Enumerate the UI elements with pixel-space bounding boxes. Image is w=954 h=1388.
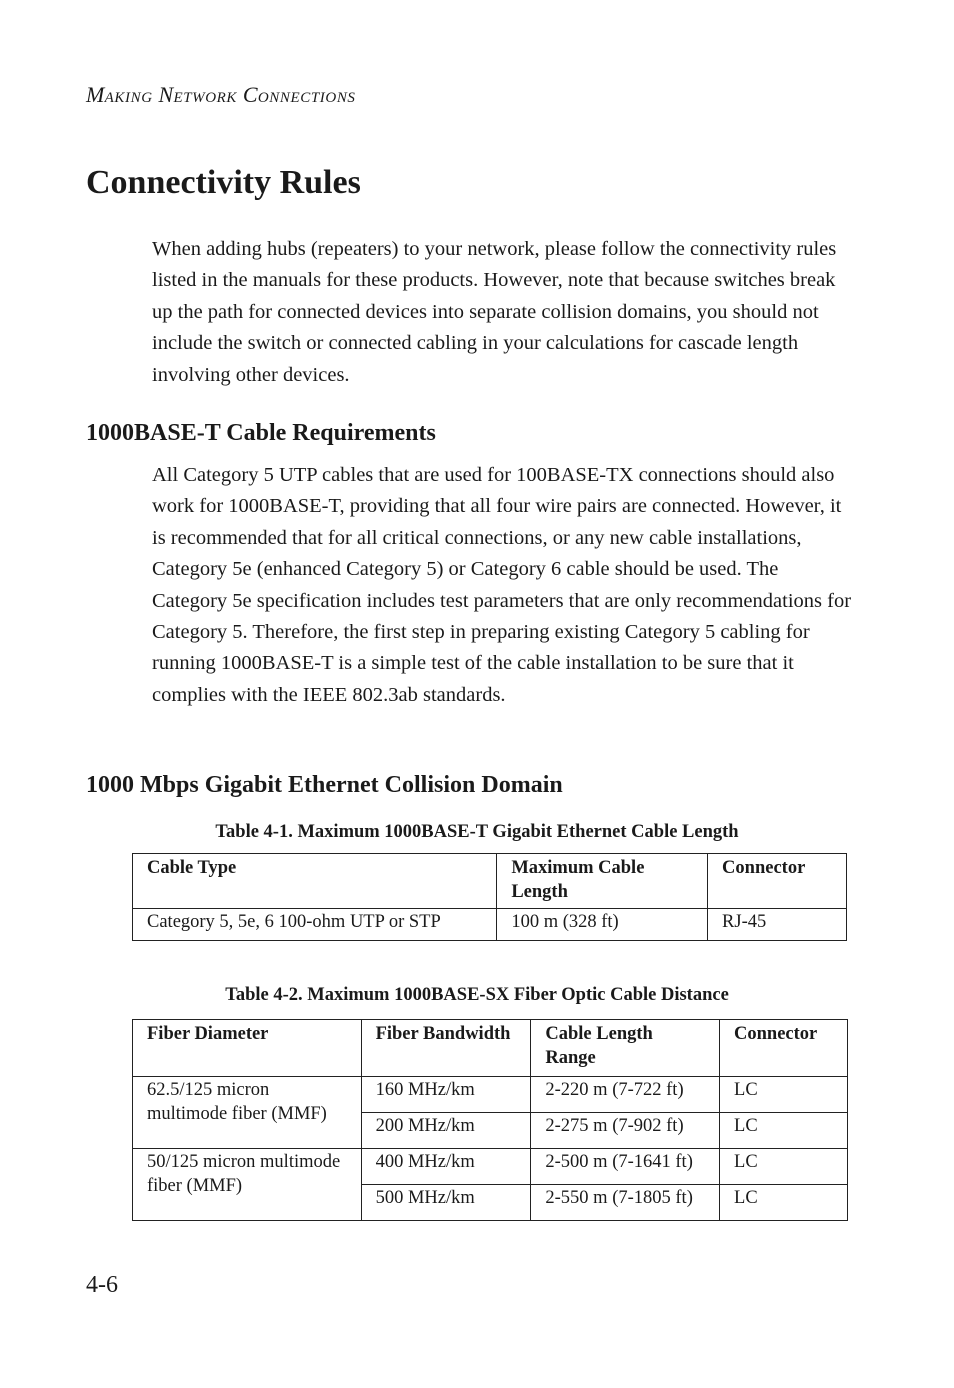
table-cell: RJ-45 (708, 909, 847, 941)
table-cell: 100 m (328 ft) (497, 909, 708, 941)
table-header-cell: Maximum Cable Length (497, 854, 708, 909)
table-row (133, 1077, 848, 1113)
table2 (132, 1019, 848, 1221)
subsection-title-cable-requirements: 1000BASE-T Cable Requirements (86, 420, 436, 446)
page-number: 4-6 (86, 1272, 118, 1298)
table1 (132, 853, 847, 941)
table-cell: LC (720, 1077, 848, 1113)
table-cell: LC (720, 1149, 848, 1185)
table-cell: 160 MHz/km (361, 1077, 531, 1113)
table-header-cell: Cable Type (133, 854, 497, 909)
cable-requirements-paragraph: All Category 5 UTP cables that are used for 100BASE-TX connections should also work for 1000BASE-T, providing that all four wire pairs are connected. However, it is recommended that for all critical connections, or any new cable installations, Category 5e (enhanced Category 5) or Category 6 cable should be used. The Category 5e specification includes test parameters that are only recommendations for Category 5. Therefore, the first step in preparing existing Category 5 cabling for running 1000BASE-T is a simple test of the cable installation to be sure that it complies with the IEEE 802.3ab standards. (152, 464, 852, 706)
table-header-cell: Fiber Diameter (133, 1020, 362, 1077)
table-cell: Category 5, 5e, 6 100-ohm UTP or STP (133, 909, 497, 941)
table-cell: LC (720, 1185, 848, 1221)
table-cell: 2-500 m (7-1641 ft) (531, 1149, 720, 1185)
running-head-initial: N (158, 82, 174, 107)
table-cell: 400 MHz/km (361, 1149, 531, 1185)
table-cell: 2-220 m (7-722 ft) (531, 1077, 720, 1113)
table-cell-diameter: 62.5/125 micron multimode fiber (MMF) (133, 1077, 362, 1149)
running-head-initial: M (86, 82, 105, 107)
table-cell: 500 MHz/km (361, 1185, 531, 1221)
table-cell: 200 MHz/km (361, 1113, 531, 1149)
table-header-row (133, 854, 847, 909)
running-head-smallcaps: AKING (104, 90, 153, 106)
running-head-smallcaps: ETWORK (173, 90, 238, 106)
table-header-cell: Connector (708, 854, 847, 909)
table-row (133, 1149, 848, 1185)
table1-caption: Table 4-1. Maximum 1000BASE-T Gigabit Ethernet Cable Length (215, 822, 739, 842)
running-head-initial: C (242, 82, 258, 107)
table-header-cell: Cable Length Range (531, 1020, 720, 1077)
table2-caption: Table 4-2. Maximum 1000BASE-SX Fiber Optic Cable Distance (225, 985, 729, 1005)
subsection-title-collision-domain: 1000 Mbps Gigabit Ethernet Collision Domain (86, 772, 563, 798)
table-header-row (133, 1020, 848, 1077)
table-cell: LC (720, 1113, 848, 1149)
table-row (133, 909, 847, 941)
table-header-cell: Connector (720, 1020, 848, 1077)
running-head-smallcaps: ONNECTIONS (257, 90, 356, 106)
table-cell: 2-550 m (7-1805 ft) (531, 1185, 720, 1221)
table-cell: 2-275 m (7-902 ft) (531, 1113, 720, 1149)
table-cell-diameter: 50/125 micron multimode fiber (MMF) (133, 1149, 362, 1221)
intro-paragraph: When adding hubs (repeaters) to your network, please follow the connectivity rules listed in the manuals for these products. However, note that because switches break up the path for connected devices into separate collision domains, you should not include the switch or connected cabling in your calculations for cascade length involving other devices. (152, 238, 837, 386)
section-title: Connectivity Rules (86, 164, 361, 201)
running-head (86, 82, 356, 108)
table-header-cell: Fiber Bandwidth (361, 1020, 531, 1077)
